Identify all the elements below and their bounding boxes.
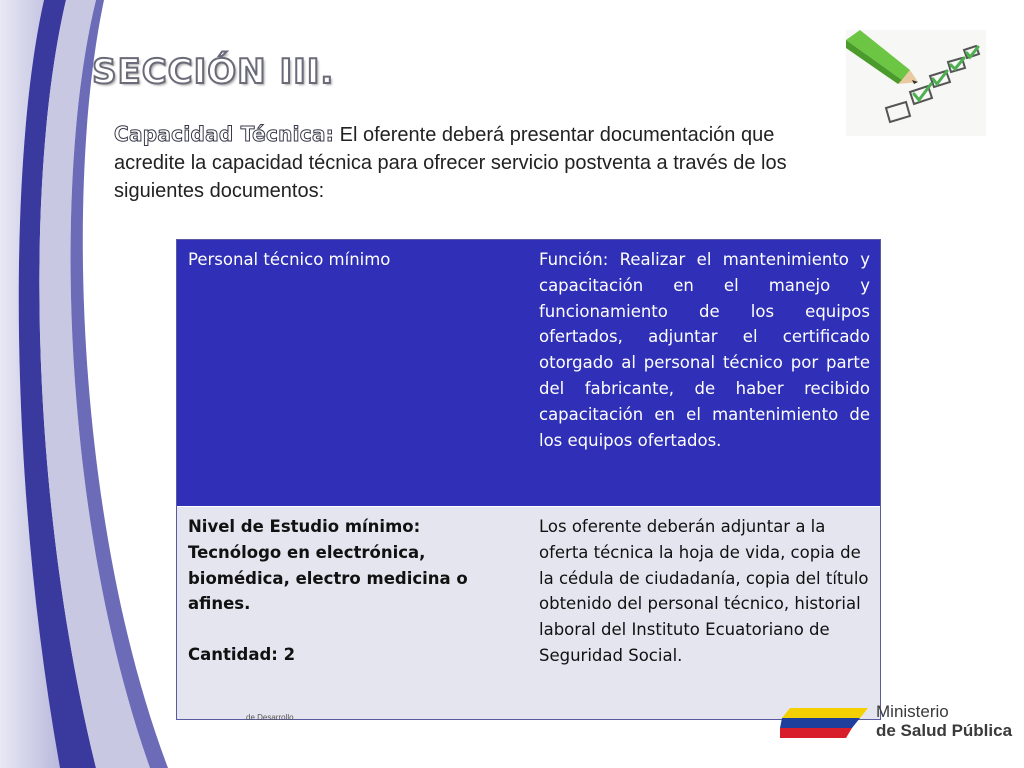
swoosh-decoration [0, 0, 170, 768]
ministry-flag-logo [780, 708, 868, 738]
partner-logo-text: de Desarrollo [246, 713, 294, 722]
requirements-table [176, 239, 881, 720]
ministry-name-line2: de Salud Pública [876, 721, 1013, 740]
checklist-pencil-icon [846, 30, 986, 136]
table-cell-function: Función: Realizar el mantenimiento y capacitación en el manejo y funcionamiento de los equipos ofertados, adjuntar el certificado otorgado al personal técnico por parte del fabricante, de haber recibido capacitación en el mantenimiento de los equipos ofertados. [539, 250, 870, 450]
ministry-name-line1: Ministerio [876, 702, 949, 721]
quantity-text: Cantidad: 2 [188, 645, 296, 665]
intro-paragraph [114, 120, 849, 205]
ministry-logo-text [876, 702, 1016, 740]
table-cell-role: Personal técnico mínimo [188, 250, 391, 269]
table-cell-requirement [177, 507, 528, 719]
education-level-text: Nivel de Estudio mínimo: Tecnólogo en electrónica, biomédica, electro medicina o afines. [188, 517, 468, 614]
table-row [177, 240, 880, 506]
intro-text: El oferente deberá presentar documentación que acredite la capacidad técnica para ofrecer servicio postventa a través de los siguientes documentos: [114, 124, 787, 202]
table-cell-documents: Los oferente deberán adjuntar a la oferta técnica la hoja de vida, copia de la cédula de ciudadanía, copia del título obtenido del personal técnico, historial laboral del Instituto Ecuatoriano de Seguridad Social. [539, 517, 869, 665]
page-title: SECCIÓN III. [92, 52, 335, 92]
intro-label: Capacidad Técnica: [114, 122, 335, 146]
table-row [177, 506, 880, 719]
